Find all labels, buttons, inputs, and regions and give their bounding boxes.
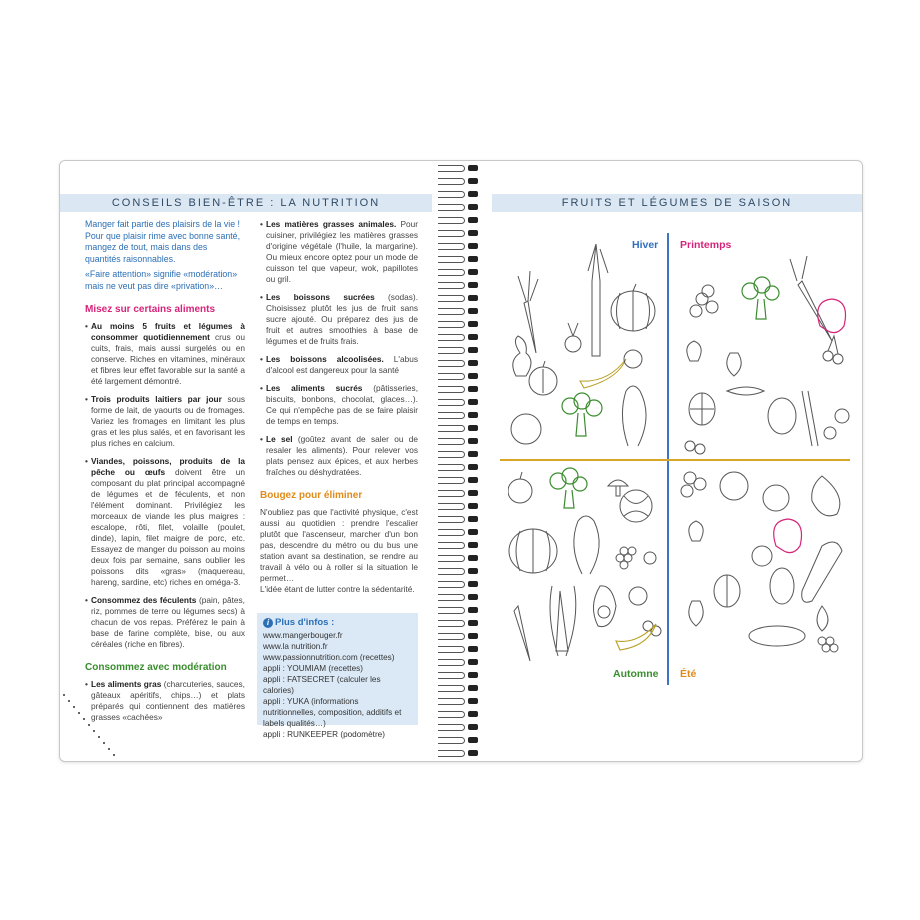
coil-hole [468, 282, 478, 288]
spiral-coil [438, 698, 484, 704]
coil-loop [438, 178, 465, 185]
spiral-coil [438, 334, 484, 340]
coil-hole [468, 243, 478, 249]
spiral-coil [438, 425, 484, 431]
spiral-coil [438, 568, 484, 574]
bougez-text-2: L'idée étant de lutter contre la sédentarité. [260, 584, 415, 594]
coil-hole [468, 165, 478, 171]
coil-hole [468, 724, 478, 730]
coil-hole [468, 217, 478, 223]
list-item [91, 456, 245, 588]
spiral-coil [438, 308, 484, 314]
coil-hole [468, 256, 478, 262]
spiral-coil [438, 633, 484, 639]
spiral-coil [438, 178, 484, 184]
spiral-coil [438, 555, 484, 561]
coil-hole [468, 659, 478, 665]
list-item [266, 383, 418, 427]
item-text: doivent être un composant du plat principal accompagné de légumes et de féculents, et non l'élément dominant. Privilégiez les morceaux de viande les plus maigres : escalope, rôti, filet, volaille (poulet, dinde), lapin, filet maigre de porc, etc. Essayez de manger du poisson au moins deux fois par semaine, sans oublier les poissons dits «gras» (maquereau, hareng, sardine, etc) riches en oméga-3. [91, 467, 245, 587]
left-column-1 [85, 219, 245, 730]
coil-loop [438, 620, 465, 627]
coil-loop [438, 659, 465, 666]
coil-loop [438, 672, 465, 679]
coil-loop [438, 633, 465, 640]
item-bold: Les boissons alcoolisées. [266, 354, 384, 364]
spiral-coil [438, 737, 484, 743]
coil-hole [468, 451, 478, 457]
spiral-coil [438, 581, 484, 587]
coil-hole [468, 412, 478, 418]
coil-hole [468, 308, 478, 314]
coil-loop [438, 477, 465, 484]
item-bold: Les boissons sucrées [266, 292, 375, 302]
coil-loop [438, 503, 465, 510]
season-label-autumn: Automne [613, 668, 659, 680]
coil-hole [468, 490, 478, 496]
spiral-coil [438, 724, 484, 730]
coil-hole [468, 373, 478, 379]
coil-hole [468, 438, 478, 444]
spiral-coil [438, 269, 484, 275]
item-text: L'abus d'alcool est dangereux pour la santé [266, 354, 419, 375]
spiral-coil [438, 607, 484, 613]
coil-hole [468, 204, 478, 210]
autumn-vegetables-illustration [508, 466, 663, 666]
coil-loop [438, 438, 465, 445]
spiral-coil [438, 386, 484, 392]
spiral-coil [438, 516, 484, 522]
spiral-coil [438, 711, 484, 717]
coil-loop [438, 360, 465, 367]
spiral-coil [438, 165, 484, 171]
coil-loop [438, 165, 465, 172]
coil-loop [438, 295, 465, 302]
spiral-coil [438, 659, 484, 665]
coil-hole [468, 542, 478, 548]
coil-loop [438, 646, 465, 653]
coil-loop [438, 399, 465, 406]
spiral-coil [438, 373, 484, 379]
coil-hole [468, 191, 478, 197]
item-text: (pâtisseries, biscuits, bonbons, chocolat, glaces…). Ce qui n'empêche pas de se faire plaisir de temps en temps. [266, 383, 418, 426]
coil-hole [468, 464, 478, 470]
coil-loop [438, 373, 465, 380]
item-bold: Au moins 5 fruits et légumes à consommer quotidiennement [91, 321, 245, 342]
left-column-2 [260, 219, 418, 595]
info-app: appli : RUNKEEPER (podomètre) [263, 730, 385, 739]
spiral-coil [438, 503, 484, 509]
intro-paragraph: Manger fait partie des plaisirs de la vie ! Pour que plaisir rime avec bonne santé, mangez de tout, mais dans des quantités raisonnables. [85, 219, 241, 264]
coil-loop [438, 594, 465, 601]
coil-hole [468, 321, 478, 327]
item-text: (sodas). Choisissez plutôt les jus de fruit sans sucre ajouté. Ou préparez des jus de fruit et autres smoothies à base de légumes et de fruits frais. [266, 292, 418, 346]
coil-loop [438, 607, 465, 614]
list-item [91, 394, 245, 449]
item-text: (pain, pâtes, riz, pommes de terre ou légumes secs) à chacun de vos repas. Préférez le pain à base de farine complète, bise, ou aux céréales (riche en fibres). [91, 595, 245, 649]
dotted-line-decoration [60, 691, 130, 761]
coil-hole [468, 698, 478, 704]
coil-hole [468, 633, 478, 639]
season-divider-horizontal [500, 459, 850, 461]
coil-loop [438, 581, 465, 588]
spiral-coil [438, 529, 484, 535]
coil-hole [468, 737, 478, 743]
coil-loop [438, 321, 465, 328]
coil-loop [438, 204, 465, 211]
coil-loop [438, 386, 465, 393]
coil-loop [438, 282, 465, 289]
coil-loop [438, 698, 465, 705]
season-label-spring: Printemps [680, 239, 732, 251]
list-item [91, 321, 245, 387]
coil-hole [468, 386, 478, 392]
spiral-coil [438, 451, 484, 457]
list-item [266, 219, 418, 285]
coil-loop [438, 750, 465, 757]
coil-hole [468, 425, 478, 431]
coil-hole [468, 646, 478, 652]
info-link: www.mangerbouger.fr [263, 631, 343, 640]
item-bold: Consommez des féculents [91, 595, 197, 605]
left-page-header: CONSEILS BIEN-ÊTRE : LA NUTRITION [60, 194, 432, 212]
spiral-coil [438, 464, 484, 470]
section1-list [85, 321, 245, 650]
coil-hole [468, 685, 478, 691]
item-bold: Les matières grasses animales. [266, 219, 397, 229]
coil-loop [438, 737, 465, 744]
coil-loop [438, 412, 465, 419]
spiral-coil [438, 360, 484, 366]
section-title-moderation: Consommez avec modération [85, 662, 227, 673]
spiral-coil [438, 438, 484, 444]
notebook-spread [59, 160, 863, 762]
item-text: (charcuteries, sauces, gâteaux apéritifs, chips…) et plats préparés qui contiennent des matières grasses «cachées» [91, 679, 245, 722]
coil-hole [468, 594, 478, 600]
coil-hole [468, 750, 478, 756]
coil-loop [438, 191, 465, 198]
coil-loop [438, 334, 465, 341]
spiral-coil [438, 191, 484, 197]
coil-loop [438, 451, 465, 458]
spiral-coil [438, 295, 484, 301]
col2-list [260, 219, 418, 478]
coil-loop [438, 685, 465, 692]
coil-loop [438, 529, 465, 536]
coil-loop [438, 555, 465, 562]
info-app: appli : FATSECRET (calculer les calories) [263, 675, 381, 695]
info-app: appli : YUKA (informations nutritionnelles, composition, additifs et labels qualités…) [263, 697, 402, 728]
list-item [266, 354, 418, 376]
spiral-coil [438, 646, 484, 652]
spiral-coil [438, 672, 484, 678]
item-text: crus ou cuits, frais, mais aussi surgelés ou en conserve. Riches en vitamines, minéraux et fibres leur effet favorable sur la santé a été largement démontré. [91, 332, 246, 386]
item-bold: Le sel [266, 434, 293, 444]
item-bold: Les aliments gras [91, 679, 162, 689]
coil-hole [468, 529, 478, 535]
coil-hole [468, 555, 478, 561]
coil-loop [438, 711, 465, 718]
spiral-coil [438, 399, 484, 405]
spiral-coil [438, 282, 484, 288]
coil-hole [468, 399, 478, 405]
intro-paragraph: «Faire attention» signifie «modération» mais ne veut pas dire «privation»… [85, 269, 238, 291]
spiral-coil [438, 490, 484, 496]
item-bold: Viandes, poissons, produits de la pêche ou œufs [91, 456, 245, 477]
coil-loop [438, 542, 465, 549]
coil-hole [468, 178, 478, 184]
season-label-winter: Hiver [632, 239, 659, 251]
spiral-coil [438, 321, 484, 327]
coil-hole [468, 477, 478, 483]
spring-vegetables-illustration [672, 241, 852, 456]
spiral-coil [438, 230, 484, 236]
list-item [266, 434, 418, 478]
item-text: Pour cuisiner, privilégiez les matières grasses d'origine végétale (l'huile, la margarine). Ou mieux encore optez pour un mode de cuisson tel que vapeur, wok, papillotes ou gril. [266, 219, 418, 284]
info-app: appli : YOUMIAM (recettes) [263, 664, 363, 673]
coil-hole [468, 607, 478, 613]
info-title [263, 617, 412, 628]
coil-hole [468, 711, 478, 717]
coil-hole [468, 295, 478, 301]
coil-hole [468, 503, 478, 509]
coil-loop [438, 724, 465, 731]
coil-loop [438, 269, 465, 276]
info-link: www.passionnutrition.com (recettes) [263, 653, 395, 662]
coil-loop [438, 243, 465, 250]
spiral-coil [438, 256, 484, 262]
season-label-summer: Été [680, 668, 697, 680]
coil-loop [438, 217, 465, 224]
coil-hole [468, 360, 478, 366]
item-bold: Les aliments sucrés [266, 383, 363, 393]
coil-hole [468, 568, 478, 574]
coil-loop [438, 347, 465, 354]
coil-loop [438, 425, 465, 432]
coil-hole [468, 230, 478, 236]
info-link: www.la nutrition.fr [263, 642, 328, 651]
coil-loop [438, 568, 465, 575]
spiral-coil [438, 542, 484, 548]
item-text: sous forme de lait, de yaourts ou de fromages. Variez les fromages en limitant les plus gras et les plus salés, et en favorisant les plus riches en calcium. [91, 394, 245, 448]
coil-hole [468, 516, 478, 522]
coil-loop [438, 230, 465, 237]
coil-hole [468, 581, 478, 587]
spiral-coil [438, 477, 484, 483]
coil-hole [468, 620, 478, 626]
coil-hole [468, 347, 478, 353]
bougez-text: N'oubliez pas que l'activité physique, c'est aussi au quotidien : prendre l'escalier plutôt que l'ascenseur, marcher d'un bon pas, descendre du métro ou du bus une station avant sa destination, se rendre au travail à vélo ou à roller si la situation le permet… [260, 507, 418, 583]
spiral-binding [432, 161, 492, 761]
coil-loop [438, 516, 465, 523]
spiral-coil [438, 685, 484, 691]
spiral-coil [438, 594, 484, 600]
coil-loop [438, 464, 465, 471]
item-bold: Trois produits laitiers par jour [91, 394, 222, 404]
spiral-coil [438, 750, 484, 756]
coil-loop [438, 490, 465, 497]
coil-loop [438, 308, 465, 315]
info-icon: i [263, 618, 273, 628]
section-title-bougez: Bougez pour éliminer [260, 490, 363, 501]
intro-text [85, 219, 245, 292]
info-box [257, 613, 418, 739]
spiral-coil [438, 217, 484, 223]
item-text: (goûtez avant de saler ou de resaler les aliments). Pour relever vos plats pensez aux épices, et aux herbes fraîches ou déshydratées. [266, 434, 418, 477]
spiral-coil [438, 412, 484, 418]
spiral-coil [438, 243, 484, 249]
coil-hole [468, 269, 478, 275]
spiral-coil [438, 347, 484, 353]
right-page-header: FRUITS ET LÉGUMES DE SAISON [492, 194, 862, 212]
coil-hole [468, 672, 478, 678]
list-item [266, 292, 418, 347]
spiral-coil [438, 620, 484, 626]
list-item [91, 595, 245, 650]
summer-vegetables-illustration [672, 466, 852, 666]
section-title-misez: Misez sur certains aliments [85, 304, 216, 315]
coil-loop [438, 256, 465, 263]
coil-hole [468, 334, 478, 340]
spiral-coil [438, 204, 484, 210]
info-title-text: Plus d'infos : [275, 617, 335, 628]
winter-vegetables-illustration [508, 241, 663, 456]
